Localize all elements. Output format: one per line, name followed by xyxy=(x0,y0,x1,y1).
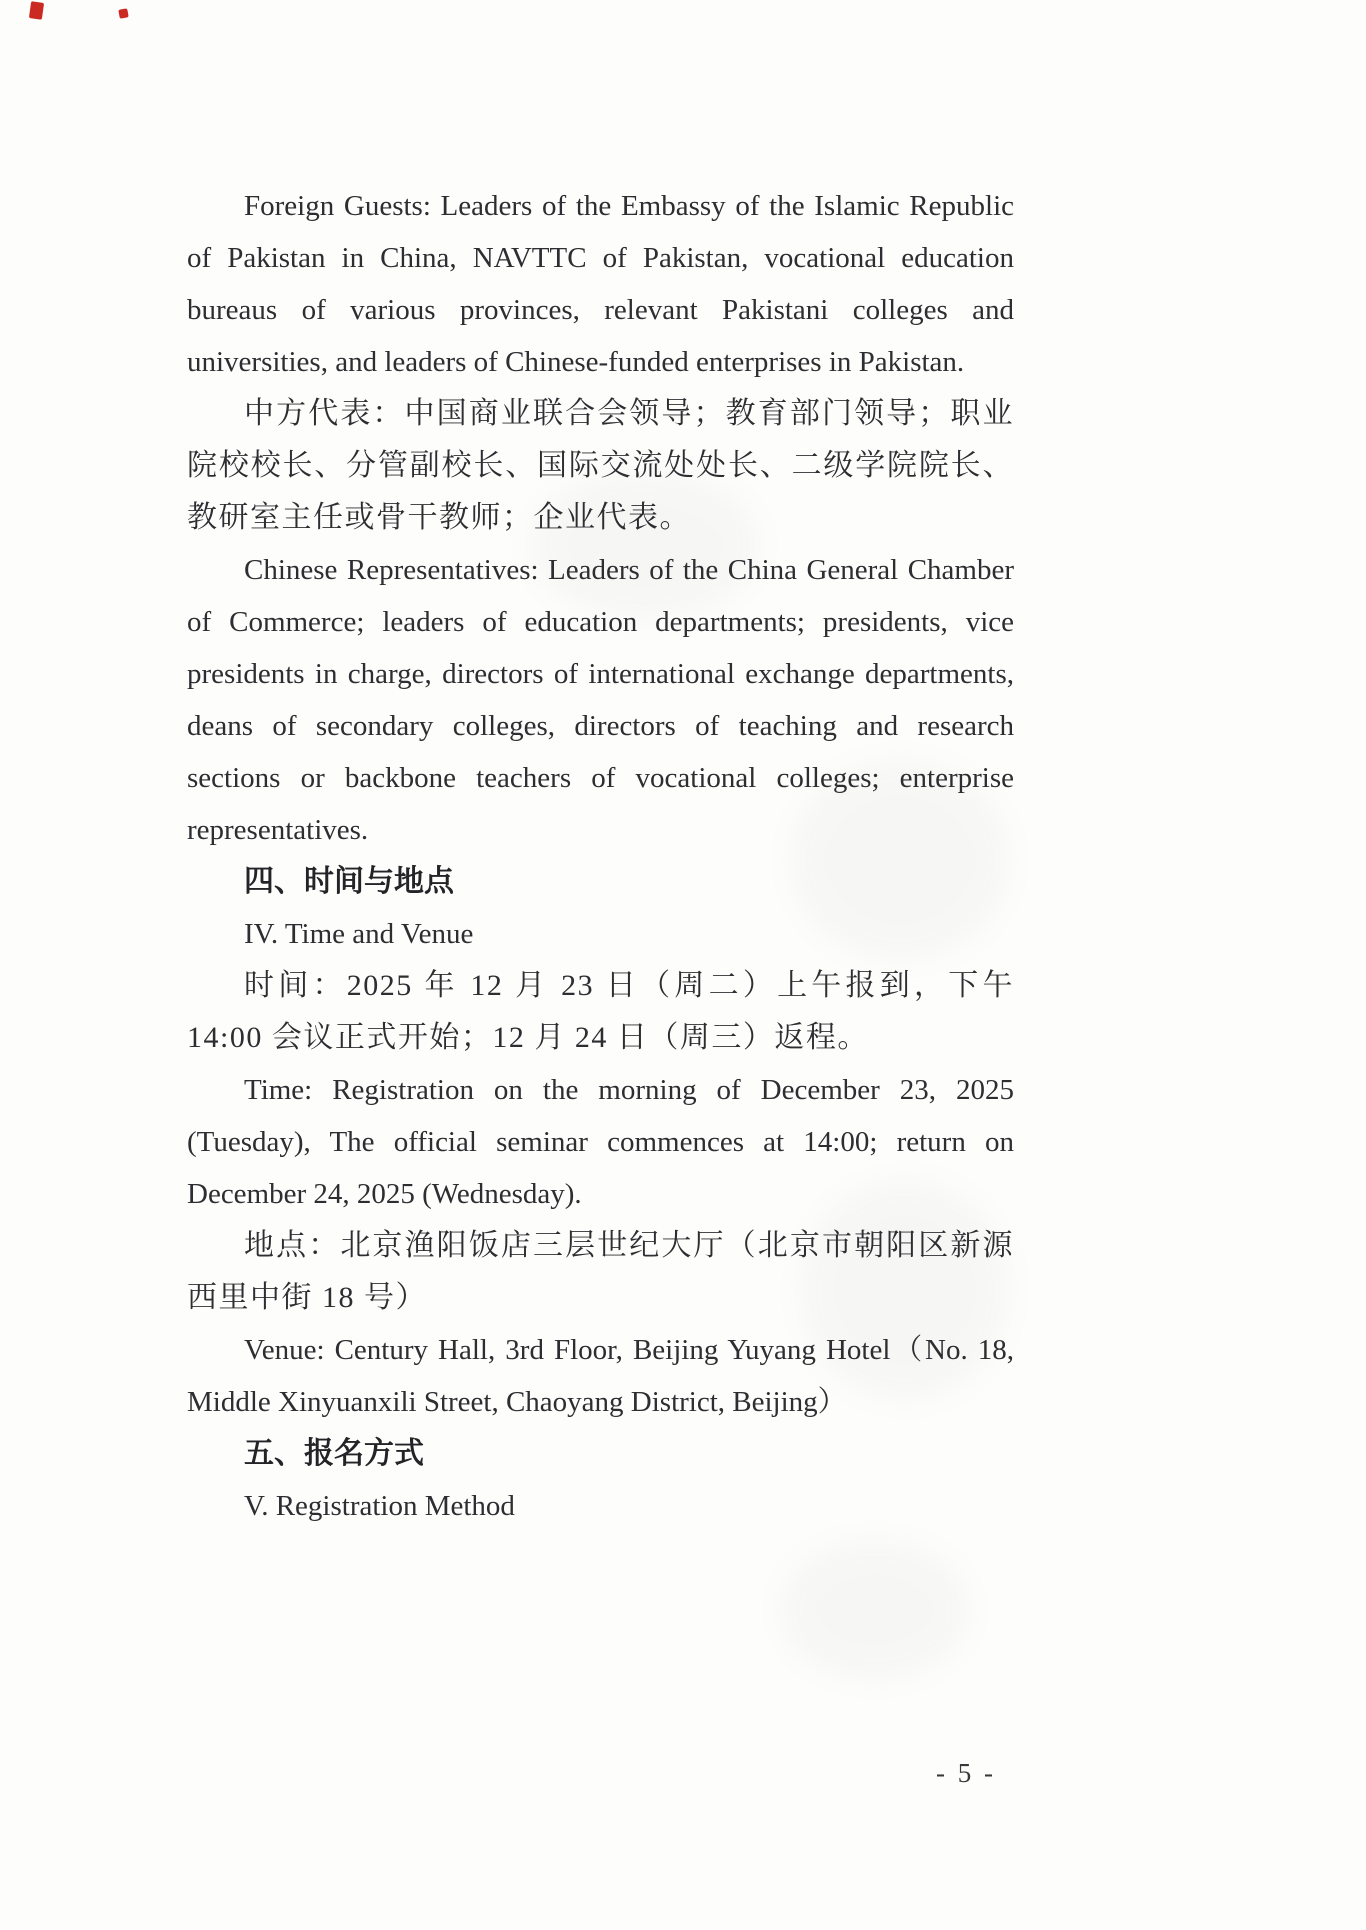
paragraph-venue-en: Venue: Century Hall, 3rd Floor, Beijing Yuyang Hotel（No. 18, Middle Xinyuanxili Street, Chaoyang District, Beijing） xyxy=(187,1334,1014,1418)
page-number: - 5 - xyxy=(936,1758,996,1788)
paragraph-venue-zh: 地点：北京渔阳饭店三层世纪大厅（北京市朝阳区新源西里中街 18 号） xyxy=(187,1229,1014,1314)
section-4-heading-zh: 四、时间与地点 xyxy=(244,865,454,898)
paragraph-chinese-representatives-en: Chinese Representatives: Leaders of the China General Chamber of Commerce; leaders of education departments; presidents, vice presidents in charge, directors of international exchange departments, deans of secondary colleges, directors of teaching and research sections or backbone teachers of vocational colleges; enterprise representatives. xyxy=(187,554,1014,846)
paragraph-foreign-guests-en: Foreign Guests: Leaders of the Embassy of the Islamic Republic of Pakistan in China, NAVTTC of Pakistan, vocational education bureaus of various provinces, relevant Pakistani colleges and universities, and leaders of Chinese-funded enterprises in Pakistan. xyxy=(187,190,1014,378)
paragraph-chinese-representatives-zh: 中方代表：中国商业联合会领导；教育部门领导；职业院校校长、分管副校长、国际交流处处长、二级学院院长、教研室主任或骨干教师；企业代表。 xyxy=(187,397,1014,534)
section-4-heading-en: IV. Time and Venue xyxy=(244,918,474,950)
paragraph-time-zh: 时间：2025 年 12 月 23 日（周二）上午报到，下午 14:00 会议正式开始；12 月 24 日（周三）返程。 xyxy=(187,969,1014,1054)
section-5-heading-en: V. Registration Method xyxy=(244,1490,515,1522)
red-scan-mark xyxy=(29,1,44,20)
document-content xyxy=(187,180,1014,1532)
paragraph-time-en: Time: Registration on the morning of December 23, 2025 (Tuesday), The official seminar commences at 14:00; return on December 24, 2025 (Wednesday). xyxy=(187,1074,1014,1210)
section-5-heading-zh: 五、报名方式 xyxy=(244,1437,424,1470)
scan-smudge xyxy=(780,1540,970,1680)
red-scan-mark xyxy=(118,8,128,18)
